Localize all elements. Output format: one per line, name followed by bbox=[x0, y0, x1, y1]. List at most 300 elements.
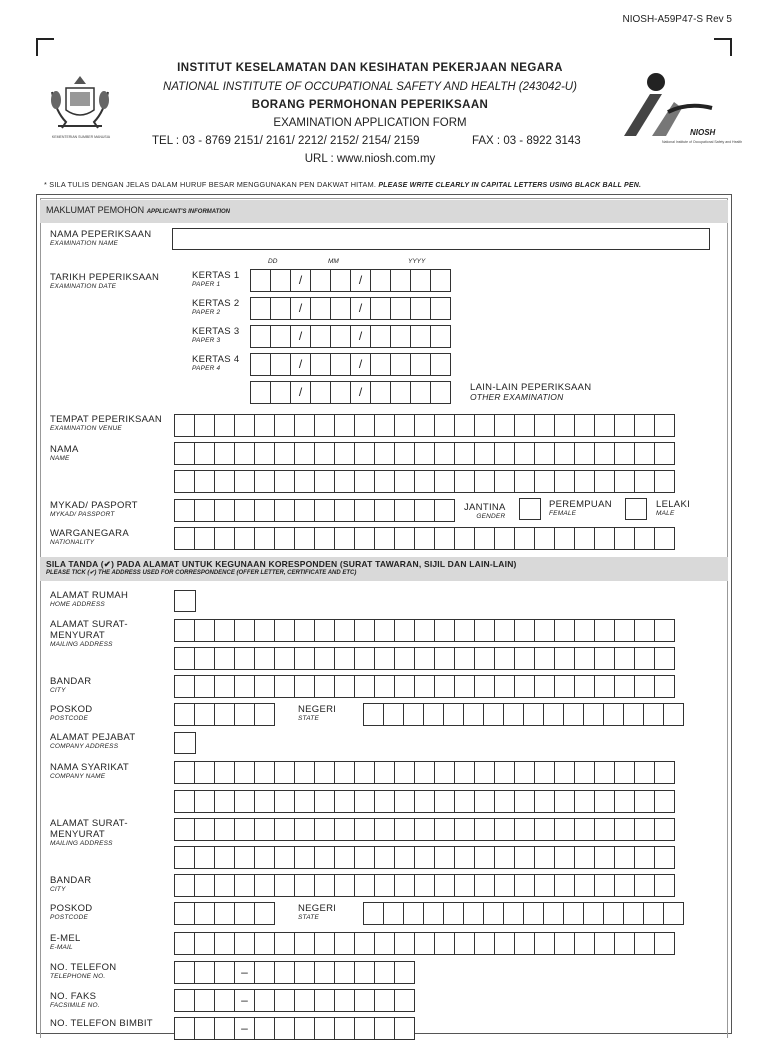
char-cell[interactable] bbox=[594, 442, 615, 465]
char-cell[interactable] bbox=[554, 619, 575, 642]
email-input[interactable] bbox=[174, 932, 674, 955]
char-cell[interactable] bbox=[334, 470, 355, 493]
char-cell[interactable] bbox=[554, 527, 575, 550]
home-address-checkbox[interactable] bbox=[174, 590, 196, 612]
char-cell[interactable] bbox=[310, 353, 331, 376]
char-cell[interactable] bbox=[534, 675, 555, 698]
char-cell[interactable] bbox=[234, 470, 255, 493]
char-cell[interactable] bbox=[354, 761, 375, 784]
char-cell[interactable] bbox=[454, 874, 475, 897]
char-cell[interactable] bbox=[374, 675, 395, 698]
char-cell[interactable] bbox=[494, 414, 515, 437]
char-cell[interactable] bbox=[294, 761, 315, 784]
nationality-input[interactable] bbox=[174, 527, 674, 550]
char-cell[interactable] bbox=[443, 902, 464, 925]
char-cell[interactable] bbox=[270, 297, 291, 320]
char-cell[interactable] bbox=[583, 703, 604, 726]
char-cell[interactable] bbox=[270, 353, 291, 376]
char-cell[interactable] bbox=[354, 414, 375, 437]
char-cell[interactable] bbox=[270, 269, 291, 292]
char-cell[interactable] bbox=[474, 761, 495, 784]
char-cell[interactable] bbox=[310, 381, 331, 404]
char-cell[interactable] bbox=[390, 353, 411, 376]
char-cell[interactable] bbox=[434, 874, 455, 897]
char-cell[interactable] bbox=[554, 761, 575, 784]
char-cell[interactable] bbox=[250, 269, 271, 292]
char-cell[interactable] bbox=[174, 902, 195, 925]
char-cell[interactable] bbox=[614, 846, 635, 869]
char-cell[interactable] bbox=[454, 527, 475, 550]
char-cell[interactable] bbox=[294, 647, 315, 670]
char-cell[interactable] bbox=[423, 902, 444, 925]
char-cell[interactable] bbox=[474, 790, 495, 813]
char-cell[interactable] bbox=[234, 761, 255, 784]
char-cell[interactable] bbox=[274, 790, 295, 813]
char-cell[interactable] bbox=[574, 790, 595, 813]
char-cell[interactable] bbox=[654, 414, 675, 437]
char-cell[interactable] bbox=[334, 874, 355, 897]
char-cell[interactable] bbox=[294, 961, 315, 984]
char-cell[interactable] bbox=[574, 619, 595, 642]
char-cell[interactable] bbox=[430, 297, 451, 320]
char-cell[interactable] bbox=[370, 381, 391, 404]
char-cell[interactable] bbox=[374, 619, 395, 642]
char-cell[interactable] bbox=[374, 790, 395, 813]
mailing-address-2-line1[interactable] bbox=[174, 818, 674, 841]
char-cell[interactable] bbox=[234, 846, 255, 869]
char-cell[interactable] bbox=[174, 442, 195, 465]
char-cell[interactable] bbox=[294, 1017, 315, 1040]
char-cell[interactable] bbox=[663, 703, 684, 726]
char-cell[interactable] bbox=[174, 761, 195, 784]
char-cell[interactable] bbox=[250, 297, 271, 320]
char-cell[interactable] bbox=[314, 874, 335, 897]
char-cell[interactable] bbox=[583, 902, 604, 925]
char-cell[interactable] bbox=[434, 442, 455, 465]
char-cell[interactable] bbox=[194, 846, 215, 869]
char-cell[interactable] bbox=[614, 470, 635, 493]
char-cell[interactable] bbox=[274, 675, 295, 698]
company-address-checkbox[interactable] bbox=[174, 732, 196, 754]
char-cell[interactable] bbox=[174, 647, 195, 670]
char-cell[interactable] bbox=[310, 269, 331, 292]
char-cell[interactable] bbox=[634, 874, 655, 897]
char-cell[interactable] bbox=[494, 647, 515, 670]
char-cell[interactable] bbox=[554, 818, 575, 841]
char-cell[interactable] bbox=[534, 790, 555, 813]
char-cell[interactable] bbox=[330, 269, 351, 292]
char-cell[interactable] bbox=[194, 703, 215, 726]
char-cell[interactable] bbox=[654, 675, 675, 698]
char-cell[interactable] bbox=[514, 414, 535, 437]
char-cell[interactable] bbox=[274, 442, 295, 465]
char-cell[interactable] bbox=[254, 761, 275, 784]
char-cell[interactable] bbox=[434, 790, 455, 813]
char-cell[interactable] bbox=[574, 932, 595, 955]
char-cell[interactable] bbox=[554, 442, 575, 465]
char-cell[interactable] bbox=[503, 703, 524, 726]
char-cell[interactable] bbox=[374, 761, 395, 784]
mobile-input[interactable] bbox=[174, 1017, 414, 1040]
char-cell[interactable] bbox=[634, 619, 655, 642]
char-cell[interactable] bbox=[254, 932, 275, 955]
venue-input[interactable] bbox=[174, 414, 674, 437]
char-cell[interactable] bbox=[254, 527, 275, 550]
char-cell[interactable] bbox=[654, 818, 675, 841]
char-cell[interactable] bbox=[370, 297, 391, 320]
mailing-address-1-line1[interactable] bbox=[174, 619, 674, 642]
city-input-2[interactable] bbox=[174, 874, 674, 897]
other-exam-date-input[interactable] bbox=[250, 381, 450, 404]
char-cell[interactable] bbox=[294, 414, 315, 437]
char-cell[interactable] bbox=[390, 381, 411, 404]
char-cell[interactable] bbox=[330, 297, 351, 320]
char-cell[interactable] bbox=[394, 442, 415, 465]
char-cell[interactable] bbox=[194, 619, 215, 642]
char-cell[interactable] bbox=[174, 527, 195, 550]
char-cell[interactable] bbox=[574, 442, 595, 465]
char-cell[interactable] bbox=[634, 442, 655, 465]
char-cell[interactable] bbox=[234, 527, 255, 550]
state-input-1[interactable] bbox=[363, 703, 683, 726]
char-cell[interactable] bbox=[354, 675, 375, 698]
char-cell[interactable] bbox=[274, 647, 295, 670]
char-cell[interactable] bbox=[274, 818, 295, 841]
char-cell[interactable] bbox=[214, 874, 235, 897]
company-name-line1[interactable] bbox=[174, 761, 674, 784]
char-cell[interactable] bbox=[254, 703, 275, 726]
char-cell[interactable] bbox=[354, 1017, 375, 1040]
char-cell[interactable] bbox=[174, 414, 195, 437]
char-cell[interactable] bbox=[194, 675, 215, 698]
char-cell[interactable] bbox=[434, 414, 455, 437]
char-cell[interactable] bbox=[494, 932, 515, 955]
char-cell[interactable] bbox=[534, 647, 555, 670]
char-cell[interactable] bbox=[374, 818, 395, 841]
char-cell[interactable] bbox=[214, 961, 235, 984]
char-cell[interactable] bbox=[214, 442, 235, 465]
char-cell[interactable] bbox=[574, 675, 595, 698]
char-cell[interactable] bbox=[274, 932, 295, 955]
char-cell[interactable] bbox=[603, 703, 624, 726]
char-cell[interactable] bbox=[354, 647, 375, 670]
char-cell[interactable] bbox=[414, 527, 435, 550]
char-cell[interactable] bbox=[294, 818, 315, 841]
char-cell[interactable] bbox=[430, 381, 451, 404]
char-cell[interactable] bbox=[574, 874, 595, 897]
char-cell[interactable] bbox=[234, 790, 255, 813]
char-cell[interactable] bbox=[334, 761, 355, 784]
char-cell[interactable] bbox=[174, 846, 195, 869]
char-cell[interactable] bbox=[214, 619, 235, 642]
char-cell[interactable] bbox=[194, 442, 215, 465]
char-cell[interactable] bbox=[654, 874, 675, 897]
char-cell[interactable] bbox=[474, 470, 495, 493]
char-cell[interactable] bbox=[434, 647, 455, 670]
char-cell[interactable] bbox=[314, 619, 335, 642]
char-cell[interactable] bbox=[234, 874, 255, 897]
char-cell[interactable] bbox=[254, 499, 275, 522]
char-cell[interactable] bbox=[614, 818, 635, 841]
char-cell[interactable] bbox=[414, 761, 435, 784]
char-cell[interactable] bbox=[254, 1017, 275, 1040]
char-cell[interactable] bbox=[654, 846, 675, 869]
char-cell[interactable] bbox=[594, 932, 615, 955]
char-cell[interactable] bbox=[214, 703, 235, 726]
char-cell[interactable] bbox=[483, 902, 504, 925]
char-cell[interactable] bbox=[414, 675, 435, 698]
char-cell[interactable] bbox=[434, 470, 455, 493]
char-cell[interactable] bbox=[363, 902, 384, 925]
char-cell[interactable] bbox=[534, 818, 555, 841]
char-cell[interactable] bbox=[414, 932, 435, 955]
char-cell[interactable] bbox=[494, 527, 515, 550]
char-cell[interactable] bbox=[430, 269, 451, 292]
char-cell[interactable] bbox=[274, 874, 295, 897]
char-cell[interactable] bbox=[314, 761, 335, 784]
char-cell[interactable] bbox=[334, 527, 355, 550]
char-cell[interactable] bbox=[494, 619, 515, 642]
char-cell[interactable] bbox=[254, 818, 275, 841]
char-cell[interactable] bbox=[574, 414, 595, 437]
char-cell[interactable] bbox=[594, 470, 615, 493]
char-cell[interactable] bbox=[594, 874, 615, 897]
postcode-input-1[interactable] bbox=[174, 703, 274, 726]
char-cell[interactable] bbox=[614, 619, 635, 642]
char-cell[interactable] bbox=[314, 414, 335, 437]
char-cell[interactable] bbox=[214, 761, 235, 784]
char-cell[interactable] bbox=[394, 675, 415, 698]
char-cell[interactable] bbox=[330, 353, 351, 376]
char-cell[interactable] bbox=[194, 761, 215, 784]
char-cell[interactable] bbox=[274, 989, 295, 1012]
char-cell[interactable] bbox=[194, 989, 215, 1012]
char-cell[interactable] bbox=[330, 325, 351, 348]
char-cell[interactable] bbox=[194, 874, 215, 897]
char-cell[interactable] bbox=[494, 818, 515, 841]
char-cell[interactable] bbox=[194, 527, 215, 550]
telephone-input[interactable] bbox=[174, 961, 414, 984]
gender-male-checkbox[interactable] bbox=[625, 498, 647, 520]
char-cell[interactable] bbox=[614, 932, 635, 955]
char-cell[interactable] bbox=[394, 874, 415, 897]
char-cell[interactable] bbox=[374, 989, 395, 1012]
char-cell[interactable] bbox=[594, 846, 615, 869]
char-cell[interactable] bbox=[503, 902, 524, 925]
char-cell[interactable] bbox=[250, 381, 271, 404]
char-cell[interactable] bbox=[614, 414, 635, 437]
char-cell[interactable] bbox=[514, 619, 535, 642]
char-cell[interactable] bbox=[314, 932, 335, 955]
exam-name-input[interactable] bbox=[172, 228, 710, 250]
char-cell[interactable] bbox=[534, 619, 555, 642]
mykad-input[interactable] bbox=[174, 499, 454, 522]
char-cell[interactable] bbox=[474, 647, 495, 670]
char-cell[interactable] bbox=[194, 932, 215, 955]
char-cell[interactable] bbox=[334, 1017, 355, 1040]
char-cell[interactable] bbox=[314, 470, 335, 493]
char-cell[interactable] bbox=[194, 414, 215, 437]
char-cell[interactable] bbox=[314, 442, 335, 465]
char-cell[interactable] bbox=[234, 647, 255, 670]
char-cell[interactable] bbox=[594, 647, 615, 670]
char-cell[interactable] bbox=[543, 703, 564, 726]
char-cell[interactable] bbox=[394, 619, 415, 642]
char-cell[interactable] bbox=[390, 325, 411, 348]
char-cell[interactable] bbox=[394, 989, 415, 1012]
char-cell[interactable] bbox=[410, 325, 431, 348]
char-cell[interactable] bbox=[430, 325, 451, 348]
char-cell[interactable] bbox=[614, 527, 635, 550]
char-cell[interactable] bbox=[383, 902, 404, 925]
char-cell[interactable] bbox=[294, 442, 315, 465]
char-cell[interactable] bbox=[663, 902, 684, 925]
char-cell[interactable] bbox=[554, 414, 575, 437]
char-cell[interactable] bbox=[414, 818, 435, 841]
char-cell[interactable] bbox=[654, 932, 675, 955]
char-cell[interactable] bbox=[354, 874, 375, 897]
city-input-1[interactable] bbox=[174, 675, 674, 698]
paper4-date-input[interactable] bbox=[250, 353, 450, 376]
char-cell[interactable] bbox=[454, 470, 475, 493]
char-cell[interactable] bbox=[174, 790, 195, 813]
char-cell[interactable] bbox=[554, 846, 575, 869]
char-cell[interactable] bbox=[194, 647, 215, 670]
char-cell[interactable] bbox=[534, 527, 555, 550]
char-cell[interactable] bbox=[654, 527, 675, 550]
char-cell[interactable] bbox=[523, 703, 544, 726]
state-input-2[interactable] bbox=[363, 902, 683, 925]
char-cell[interactable] bbox=[474, 527, 495, 550]
char-cell[interactable] bbox=[654, 790, 675, 813]
char-cell[interactable] bbox=[574, 527, 595, 550]
char-cell[interactable] bbox=[254, 675, 275, 698]
char-cell[interactable] bbox=[394, 846, 415, 869]
char-cell[interactable] bbox=[314, 790, 335, 813]
char-cell[interactable] bbox=[634, 647, 655, 670]
char-cell[interactable] bbox=[594, 675, 615, 698]
char-cell[interactable] bbox=[614, 442, 635, 465]
char-cell[interactable] bbox=[534, 414, 555, 437]
char-cell[interactable] bbox=[534, 874, 555, 897]
char-cell[interactable] bbox=[634, 761, 655, 784]
char-cell[interactable] bbox=[174, 619, 195, 642]
char-cell[interactable] bbox=[234, 932, 255, 955]
char-cell[interactable] bbox=[354, 499, 375, 522]
char-cell[interactable] bbox=[194, 790, 215, 813]
char-cell[interactable] bbox=[390, 269, 411, 292]
char-cell[interactable] bbox=[514, 818, 535, 841]
char-cell[interactable] bbox=[594, 818, 615, 841]
char-cell[interactable] bbox=[354, 846, 375, 869]
char-cell[interactable] bbox=[174, 989, 195, 1012]
char-cell[interactable] bbox=[214, 499, 235, 522]
char-cell[interactable] bbox=[334, 647, 355, 670]
char-cell[interactable] bbox=[334, 961, 355, 984]
char-cell[interactable] bbox=[174, 932, 195, 955]
char-cell[interactable] bbox=[410, 353, 431, 376]
char-cell[interactable] bbox=[394, 932, 415, 955]
char-cell[interactable] bbox=[214, 989, 235, 1012]
char-cell[interactable] bbox=[234, 619, 255, 642]
char-cell[interactable] bbox=[314, 846, 335, 869]
fax-input[interactable] bbox=[174, 989, 414, 1012]
char-cell[interactable] bbox=[334, 619, 355, 642]
char-cell[interactable] bbox=[434, 675, 455, 698]
char-cell[interactable] bbox=[354, 818, 375, 841]
char-cell[interactable] bbox=[254, 989, 275, 1012]
char-cell[interactable] bbox=[294, 527, 315, 550]
char-cell[interactable] bbox=[454, 846, 475, 869]
char-cell[interactable] bbox=[274, 619, 295, 642]
char-cell[interactable] bbox=[634, 675, 655, 698]
char-cell[interactable] bbox=[594, 527, 615, 550]
char-cell[interactable] bbox=[543, 902, 564, 925]
char-cell[interactable] bbox=[314, 675, 335, 698]
char-cell[interactable] bbox=[454, 414, 475, 437]
char-cell[interactable] bbox=[434, 818, 455, 841]
char-cell[interactable] bbox=[334, 846, 355, 869]
char-cell[interactable] bbox=[234, 675, 255, 698]
char-cell[interactable] bbox=[254, 846, 275, 869]
char-cell[interactable] bbox=[654, 619, 675, 642]
char-cell[interactable] bbox=[370, 269, 391, 292]
char-cell[interactable] bbox=[494, 470, 515, 493]
char-cell[interactable] bbox=[334, 442, 355, 465]
char-cell[interactable] bbox=[310, 297, 331, 320]
char-cell[interactable] bbox=[314, 989, 335, 1012]
char-cell[interactable] bbox=[334, 790, 355, 813]
char-cell[interactable] bbox=[270, 381, 291, 404]
char-cell[interactable] bbox=[614, 647, 635, 670]
char-cell[interactable] bbox=[634, 818, 655, 841]
char-cell[interactable] bbox=[254, 442, 275, 465]
char-cell[interactable] bbox=[474, 442, 495, 465]
char-cell[interactable] bbox=[314, 961, 335, 984]
char-cell[interactable] bbox=[454, 619, 475, 642]
char-cell[interactable] bbox=[254, 470, 275, 493]
char-cell[interactable] bbox=[443, 703, 464, 726]
char-cell[interactable] bbox=[394, 790, 415, 813]
char-cell[interactable] bbox=[454, 647, 475, 670]
char-cell[interactable] bbox=[554, 675, 575, 698]
char-cell[interactable] bbox=[414, 470, 435, 493]
char-cell[interactable] bbox=[454, 761, 475, 784]
char-cell[interactable] bbox=[354, 470, 375, 493]
char-cell[interactable] bbox=[234, 818, 255, 841]
char-cell[interactable] bbox=[354, 961, 375, 984]
char-cell[interactable] bbox=[354, 989, 375, 1012]
char-cell[interactable] bbox=[254, 902, 275, 925]
char-cell[interactable] bbox=[410, 297, 431, 320]
char-cell[interactable] bbox=[174, 470, 195, 493]
char-cell[interactable] bbox=[634, 790, 655, 813]
char-cell[interactable] bbox=[214, 527, 235, 550]
char-cell[interactable] bbox=[214, 675, 235, 698]
paper2-date-input[interactable] bbox=[250, 297, 450, 320]
char-cell[interactable] bbox=[554, 647, 575, 670]
char-cell[interactable] bbox=[274, 846, 295, 869]
char-cell[interactable] bbox=[534, 442, 555, 465]
char-cell[interactable] bbox=[194, 1017, 215, 1040]
char-cell[interactable] bbox=[410, 381, 431, 404]
char-cell[interactable] bbox=[474, 818, 495, 841]
char-cell[interactable] bbox=[614, 790, 635, 813]
char-cell[interactable] bbox=[614, 874, 635, 897]
char-cell[interactable] bbox=[423, 703, 444, 726]
char-cell[interactable] bbox=[194, 499, 215, 522]
char-cell[interactable] bbox=[403, 703, 424, 726]
